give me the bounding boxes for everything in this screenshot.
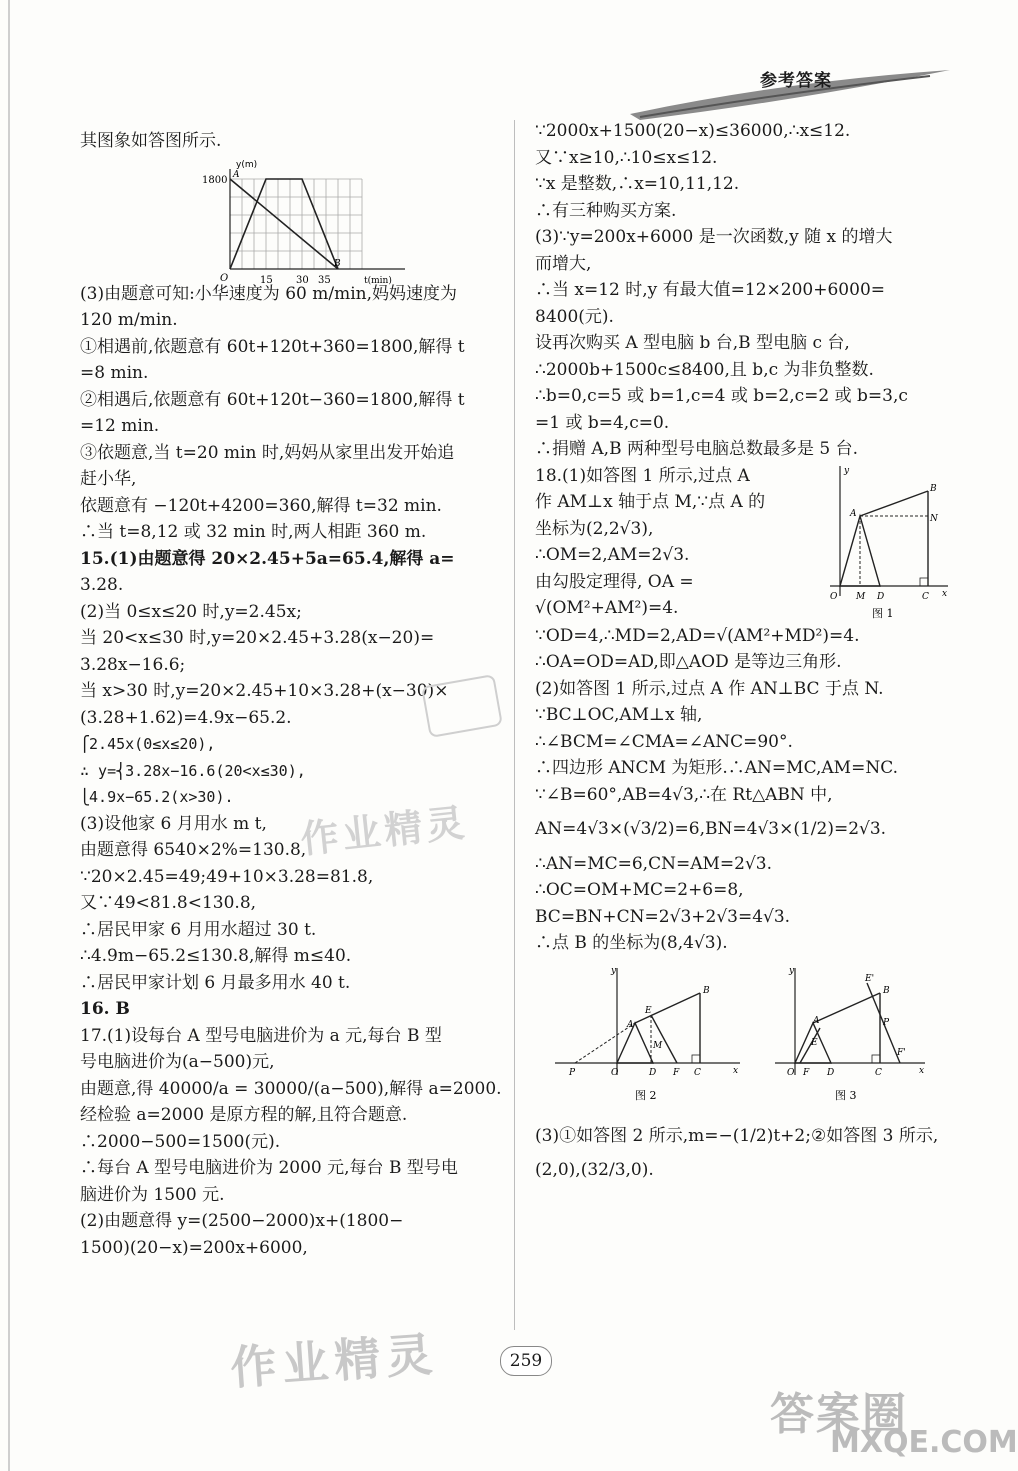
fig1-label: N xyxy=(930,513,938,524)
fig3-caption: 图 3 xyxy=(835,1088,857,1102)
figure-2 xyxy=(555,963,755,1113)
watermark-middle: 作业精灵 xyxy=(298,800,471,862)
text-line: ∵2000x+1500(20−x)≤36000,∴x≤12. xyxy=(535,121,851,141)
fig3-label: x xyxy=(919,1065,925,1076)
fig1-label: y xyxy=(844,465,850,476)
text-line: ∴AN=MC=6,CN=AM=2√3. xyxy=(535,853,773,874)
question-16: 16. B xyxy=(80,999,130,1019)
text-line: 其图象如答图所示. xyxy=(80,131,222,151)
text-line: ∴居民甲家计划 6 月最多用水 40 t. xyxy=(80,972,351,993)
column-divider xyxy=(514,120,515,1330)
text-line: ∴OM=2,AM=2√3. xyxy=(535,545,690,565)
x-axis-label: t(min) xyxy=(364,275,392,286)
page-binding-edge xyxy=(8,0,10,1471)
watermark-bottom: 作业精灵 xyxy=(228,1326,440,1396)
text-line: ∴有三种购买方案. xyxy=(535,200,677,221)
x-tick-30: 30 xyxy=(296,274,309,286)
text-line: 3.28. xyxy=(80,575,124,595)
text-line: ∴四边形 ANCM 为矩形.∴AN=MC,AM=NC. xyxy=(535,758,898,778)
text-line: 号电脑进价为(a−500)元, xyxy=(80,1052,275,1072)
text-line: 又∵x≥10,∴10≤x≤12. xyxy=(535,147,718,168)
piecewise-line: ⎩4.9x−65.2(x>30). xyxy=(80,788,234,806)
header-title: 参考答案 xyxy=(760,71,832,91)
question-17: 17.(1)设每台 A 型号电脑进价为 a 元,每台 B 型 xyxy=(80,1025,442,1046)
text-line: ∴当 x=12 时,y 有最大值=12×200+6000= xyxy=(535,280,886,300)
text-line: 经检验 a=2000 是原方程的解,且符合题意. xyxy=(80,1105,408,1125)
text-line: (3)设他家 6 月用水 m t, xyxy=(80,813,267,834)
fig3-label: y xyxy=(789,965,795,976)
figure-3 xyxy=(775,963,935,1113)
fig1-label: O xyxy=(830,591,838,602)
text-line: 120 m/min. xyxy=(80,310,178,330)
fig2-label: D xyxy=(649,1067,657,1078)
fig3-label: C xyxy=(875,1067,882,1078)
point-b-label: B xyxy=(334,258,341,269)
text-line: 当 20<x≤30 时,y=20×2.45+3.28(x−20)= xyxy=(80,628,435,648)
fig3-label: F xyxy=(803,1067,810,1078)
fig2-label: P xyxy=(569,1067,576,1078)
figure-1 xyxy=(820,461,950,621)
text-line: ∵BC⊥OC,AM⊥x 轴, xyxy=(535,705,703,725)
point-a-label: A xyxy=(233,169,240,180)
text-line: ∴2000b+1500c≤8400,且 b,c 为非负整数. xyxy=(535,359,874,380)
fig3-label: F' xyxy=(897,1047,906,1058)
text-line: BC=BN+CN=2√3+2√3=4√3. xyxy=(535,906,791,927)
text-line: (2,0),(32/3,0). xyxy=(535,1160,654,1180)
fig1-label: x xyxy=(942,588,948,599)
text-line: ①相遇前,依题意有 60t+120t+360=1800,解得 t xyxy=(80,336,465,357)
text-line: ∴∠BCM=∠CMA=∠ANC=90°. xyxy=(535,731,793,752)
fig3-label: B xyxy=(883,985,890,996)
right-column xyxy=(535,118,955,1184)
text-line: 而增大, xyxy=(535,253,592,274)
text-line: ∵x 是整数,∴x=10,11,12. xyxy=(535,174,740,194)
fig2-label: M xyxy=(653,1040,663,1051)
fig2-label: C xyxy=(694,1067,701,1078)
piecewise-line: ∴ y=⎨3.28x−16.6(20<x≤30), xyxy=(80,761,306,780)
text-line: (2)由题意得 y=(2500−2000)x+(1800− xyxy=(80,1211,404,1231)
text-line: (2)当 0≤x≤20 时,y=2.45x; xyxy=(80,601,302,622)
fig2-label: F xyxy=(673,1067,680,1078)
text-line: ∴每台 A 型号电脑进价为 2000 元,每台 B 型号电 xyxy=(80,1158,458,1178)
fig2-label: E xyxy=(645,1005,652,1016)
text-line: AN=4√3×(√3/2)=6,BN=4√3×(1/2)=2√3. xyxy=(535,819,887,839)
text-line: 赶小华, xyxy=(80,469,137,489)
fig2-label: O xyxy=(611,1067,619,1078)
text-line: 作 AM⊥x 轴于点 M,∵点 A 的 xyxy=(535,492,766,512)
page-number: 259 xyxy=(500,1346,552,1376)
text-line: (3)①如答图 2 所示,m=−(1/2)t+2;②如答图 3 所示, xyxy=(535,1125,939,1146)
text-line: =12 min. xyxy=(80,416,160,436)
piecewise-line: ⎧2.45x(0≤x≤20), xyxy=(80,735,216,753)
text-line: 由勾股定理得, OA = xyxy=(535,571,694,592)
x-tick-15: 15 xyxy=(260,274,273,286)
text-line: 又∵49<81.8<130.8, xyxy=(80,893,257,913)
text-line: ∴当 t=8,12 或 32 min 时,两人相距 360 m. xyxy=(80,522,427,542)
fig2-label: y xyxy=(611,965,617,976)
fig1-label: D xyxy=(877,591,885,602)
site-watermark-brand: 答案圈 xyxy=(770,1389,908,1440)
y-tick-1800: 1800 xyxy=(202,174,228,186)
text-line: ∵20×2.45=49;49+10×3.28=81.8, xyxy=(80,866,374,887)
text-line: ∴捐赠 A,B 两种型号电脑总数最多是 5 台. xyxy=(535,439,859,459)
text-line: (3)∵y=200x+6000 是一次函数,y 随 x 的增大 xyxy=(535,227,893,247)
text-line: =1 或 b=4,c=0. xyxy=(535,412,670,433)
text-line: =8 min. xyxy=(80,363,149,383)
text-line: 当 x>30 时,y=20×2.45+10×3.28+(x−30)× xyxy=(80,681,449,701)
fig1-label: C xyxy=(922,591,929,602)
question-18: 18.(1)如答图 1 所示,过点 A xyxy=(535,465,750,486)
text-line: 由题意,得 40000/a = 30000/(a−500),解得 a=2000. xyxy=(80,1078,502,1099)
fig3-label: E xyxy=(811,1037,818,1048)
text-line: ∴OC=OM+MC=2+6=8, xyxy=(535,880,744,900)
text-line: 坐标为(2,2√3), xyxy=(535,518,654,539)
distance-time-graph xyxy=(80,159,510,286)
text-line: 1500)(20−x)=200x+6000, xyxy=(80,1237,308,1258)
fig3-label: D xyxy=(827,1067,835,1078)
text-line: 由题意得 6540×2%=130.8, xyxy=(80,840,307,860)
fig3-label: P xyxy=(883,1017,890,1028)
site-watermark-url: MXQE.COM xyxy=(830,1425,1018,1460)
text-line: 设再次购买 A 型电脑 b 台,B 型电脑 c 台, xyxy=(535,333,850,353)
y-axis-label: y(m) xyxy=(236,159,258,170)
origin-label: O xyxy=(220,272,229,284)
text-line: ②相遇后,依题意有 60t+120t−360=1800,解得 t xyxy=(80,389,465,410)
fig1-label: B xyxy=(930,483,937,494)
fig2-label: x xyxy=(733,1065,739,1076)
text-line: ∴OA=OD=AD,即△AOD 是等边三角形. xyxy=(535,652,842,672)
fig1-label: A xyxy=(850,508,857,519)
page-header xyxy=(630,62,960,122)
fig3-label: O xyxy=(787,1067,795,1078)
text-line: (3.28+1.62)=4.9x−65.2. xyxy=(80,707,292,728)
text-line: ∴点 B 的坐标为(8,4√3). xyxy=(535,933,728,953)
fig2-caption: 图 2 xyxy=(635,1088,657,1102)
text-line: ∴居民甲家 6 月用水超过 30 t. xyxy=(80,919,317,940)
fig2-label: B xyxy=(703,985,710,996)
q18-block xyxy=(535,463,955,623)
text-line: (3)由题意可知:小华速度为 60 m/min,妈妈速度为 xyxy=(80,283,458,304)
text-line: 8400(元). xyxy=(535,306,614,327)
text-line: 依题意有 −120t+4200=360,解得 t=32 min. xyxy=(80,495,442,516)
text-line: (2)如答图 1 所示,过点 A 作 AN⊥BC 于点 N. xyxy=(535,678,884,699)
x-tick-35: 35 xyxy=(318,274,331,286)
text-line: ∴b=0,c=5 或 b=1,c=4 或 b=2,c=2 或 b=3,c xyxy=(535,386,908,406)
fig1-caption: 图 1 xyxy=(872,606,894,620)
fig2-label: A xyxy=(627,1019,634,1030)
figures-2-3 xyxy=(535,963,955,1113)
text-line: √(OM²+AM²)=4. xyxy=(535,598,679,618)
text-line: 脑进价为 1500 元. xyxy=(80,1184,225,1205)
fig3-label: A xyxy=(813,1015,820,1026)
question-15: 15.(1)由题意得 20×2.45+5a=65.4,解得 a= xyxy=(80,548,455,569)
fig3-label: E' xyxy=(865,973,875,984)
text-line: ∵OD=4,∴MD=2,AD=√(AM²+MD²)=4. xyxy=(535,625,860,646)
text-line: ∵∠B=60°,AB=4√3,∴在 Rt△ABN 中, xyxy=(535,784,833,805)
fig1-label: M xyxy=(856,591,866,602)
text-line: ∴4.9m−65.2≤130.8,解得 m≤40. xyxy=(80,946,352,966)
text-line: 3.28x−16.6; xyxy=(80,654,186,675)
text-line: ③依题意,当 t=20 min 时,妈妈从家里出发开始追 xyxy=(80,442,455,463)
text-line: ∴2000−500=1500(元). xyxy=(80,1131,281,1152)
